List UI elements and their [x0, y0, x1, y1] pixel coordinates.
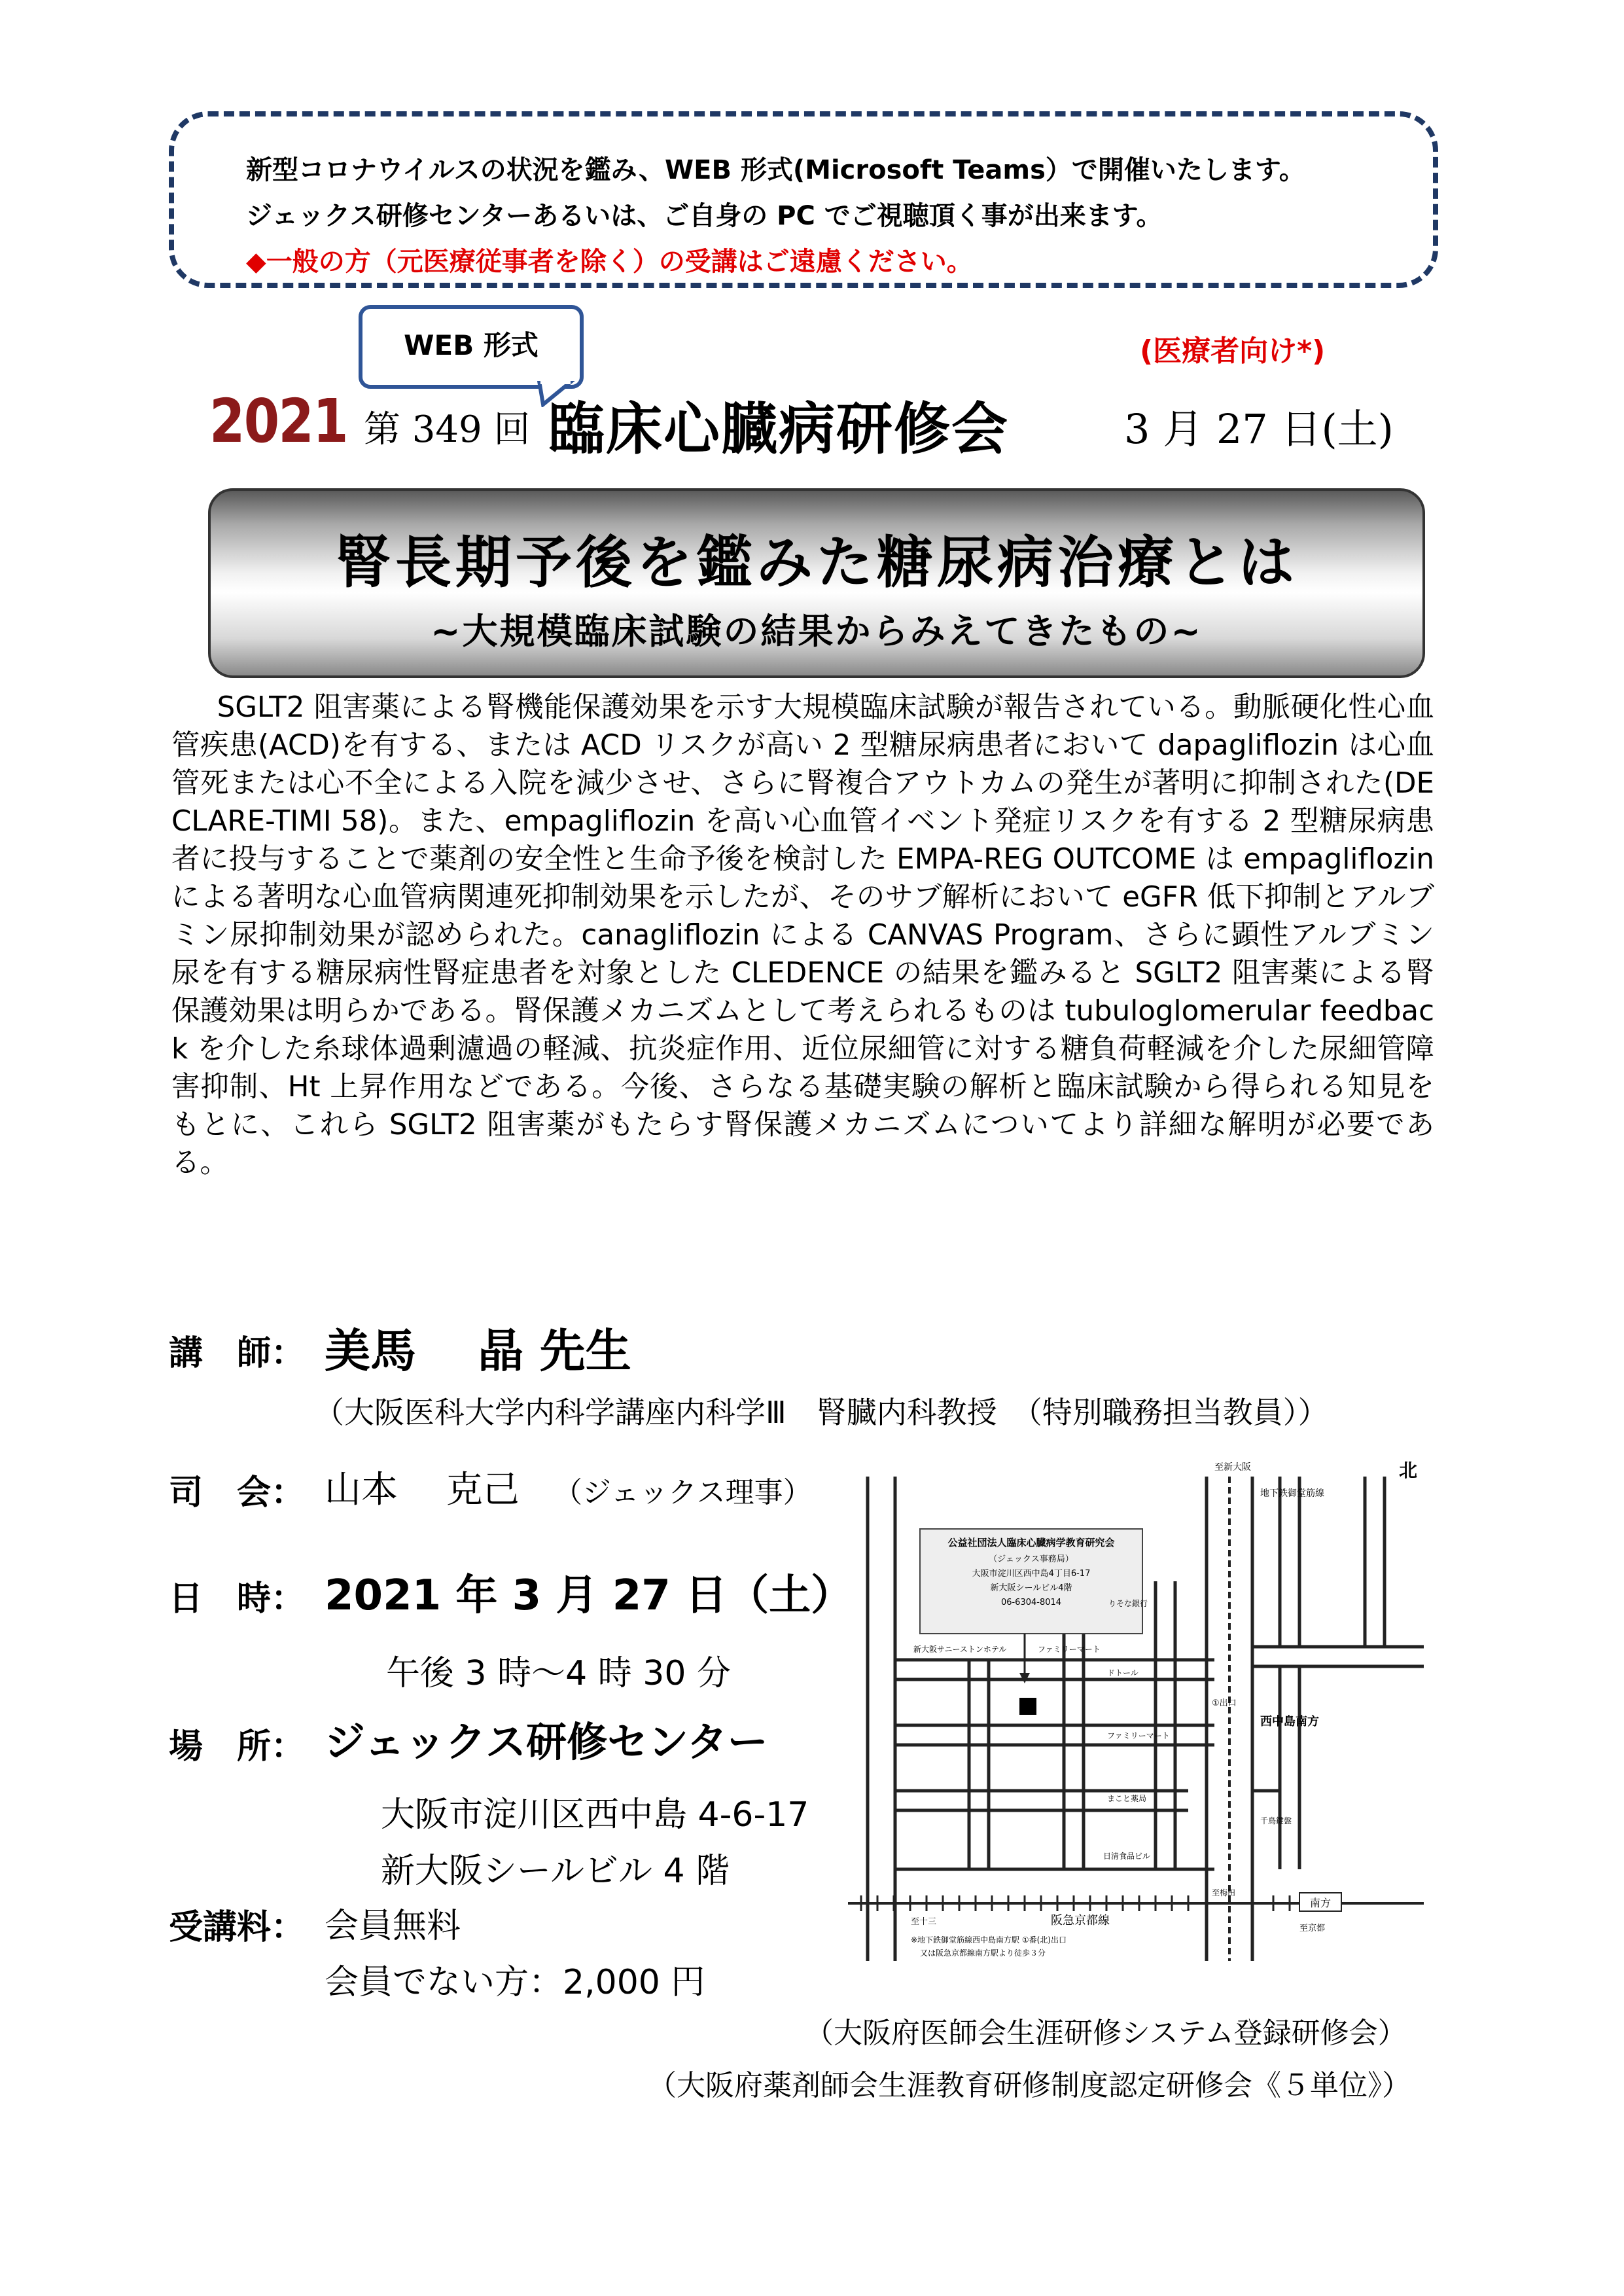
hankyu-label: 阪急京都線	[1051, 1914, 1110, 1928]
org-line-3: 大阪市淀川区西中島4丁目6-17	[972, 1569, 1091, 1579]
org-line-2: （ジェックス事務局）	[989, 1554, 1074, 1564]
web-format-badge: WEB 形式	[359, 305, 584, 389]
umeda-label: 至梅田	[1212, 1888, 1236, 1897]
year: 2021	[209, 386, 347, 456]
org-line-1: 公益社団法人臨床心臓病学教育研究会	[947, 1537, 1115, 1549]
chair-role: （ジェックス理事）	[554, 1476, 812, 1509]
datetime-label: 日 時：	[169, 1579, 306, 1619]
minamikata-label: 南方	[1309, 1897, 1332, 1909]
lecturer-name: 美馬 晶 先生	[325, 1324, 631, 1378]
lecturer-affiliation: （大阪医科大学内科学講座内科学Ⅲ 腎臓内科教授 （特別職務担当教員））	[314, 1395, 1328, 1430]
time-value: 午後 3 時～4 時 30 分	[386, 1654, 731, 1693]
session-number: 第 349 回	[364, 408, 531, 451]
lecture-title: 腎長期予後を鑑みた糖尿病治療とは	[335, 530, 1298, 596]
chair-label: 司 会：	[169, 1473, 306, 1513]
place-label: 場 所：	[169, 1727, 306, 1767]
station-label: 西中島南方	[1260, 1715, 1319, 1729]
doutor-label: ドトール	[1107, 1668, 1139, 1677]
conference-title: 臨床心臓病研修会	[548, 397, 1009, 462]
subway-line-label: 地下鉄御堂筋線	[1260, 1488, 1324, 1499]
north-label: 北	[1398, 1460, 1417, 1481]
kyoto-label: 至京都	[1299, 1924, 1326, 1933]
header-date: 3 月 27 日(土)	[1124, 405, 1394, 453]
resona-label: りそな銀行	[1108, 1599, 1148, 1608]
map-note-2: 又は阪急京都線南方駅より徒歩３分	[920, 1948, 1046, 1958]
address-line-2: 新大阪シールビル 4 階	[381, 1852, 730, 1891]
fee-label: 受講料：	[169, 1908, 306, 1947]
lecture-subtitle: ~大規模臨床試験の結果からみえてきたもの~	[431, 611, 1203, 652]
senju-label: 千鳥鍵盤	[1260, 1816, 1292, 1825]
family-mart-label-1: ファミリーマート	[1038, 1645, 1101, 1654]
org-line-5: 06-6304-8014	[1000, 1598, 1062, 1607]
juso-label: 至十三	[911, 1917, 937, 1927]
lecturer-label: 講 師：	[169, 1334, 306, 1373]
venue-marker	[1019, 1698, 1036, 1715]
access-map	[848, 1450, 1437, 1974]
notice-box	[169, 111, 1438, 288]
place-value: ジェックス研修センター	[325, 1718, 768, 1766]
target-audience: (医療者向け*)	[1140, 334, 1326, 368]
datetime-value: 2021 年 3 月 27 日（土）	[325, 1571, 853, 1620]
abstract-text: SGLT2 阻害薬による腎機能保護効果を示す大規模臨床試験が報告されている。動脈硬化性心血管疾患(ACD)を有する、または ACD リスクが高い 2 型糖尿病患者において dapagliflozin は心血管死または心不全による入院を減少させ、さらに腎複合アウトカムの発生が著明に抑制された(DECLARE-TIMI 58)。また、empagliflozin を高い心血管イベント発症リスクを有する 2 型糖尿病患者に投与することで薬剤の安全性と生命予後を検討した EMPA-REG OUTCOME は empagliflozin による著明な心血管病関連死抑制効果を示したが、そのサブ解析において eGFR 低下抑制とアルブミン尿抑制効果が認められた。canagliflozin による CANVAS Program、さらに顕性アルブミン尿を有する糖尿病性腎症患者を対象とした CLEDENCE の結果を鑑みると SGLT2 阻害薬による腎保護効果は明らかである。腎保護メカニズムとして考えられるものは tubuloglomerular feedback を介した糸球体過剰濾過の軽減、抗炎症作用、近位尿細管に対する糖負荷軽減を介した尿細管障害抑制、Ht 上昇作用などである。今後、さらなる基礎実験の解析と臨床試験から得られる知見をもとに、これら SGLT2 阻害薬がもたらす腎保護メカニズムについてより詳細な解明が必要である。	[171, 691, 1434, 1179]
org-line-4: 新大阪シールビル4階	[990, 1583, 1072, 1593]
fee-members: 会員無料	[325, 1907, 461, 1946]
credit-line-1: （大阪府医師会生涯研修システム登録研修会）	[805, 2017, 1407, 2050]
title-banner	[208, 488, 1425, 678]
hotel-label: 新大阪サニーストンホテル	[913, 1645, 1007, 1654]
family-mart-label-2: ファミリーマート	[1107, 1731, 1170, 1740]
notice-line-1: 新型コロナウイルスの状況を鑑み、WEB 形式(Microsoft Teams）で開催いたします。	[246, 155, 1305, 185]
credit-line-2: （大阪府薬剤師会生涯教育研修制度認定研修会《５単位》）	[648, 2069, 1411, 2102]
nissin-label: 日清食品ビル	[1103, 1852, 1151, 1861]
makoto-label: まこと薬局	[1107, 1794, 1147, 1803]
chair-name: 山本 克己	[325, 1469, 520, 1511]
fee-non-members: 会員でない方：2,000 円	[325, 1963, 705, 2002]
exit-label: ①出口	[1212, 1698, 1237, 1708]
shin-osaka-label: 至新大阪	[1214, 1462, 1251, 1473]
map-note-1: ※地下鉄御堂筋線西中島南方駅 ①番(北)出口	[911, 1935, 1067, 1945]
notice-line-3: ◆一般の方（元医療従事者を除く）の受講はご遠慮ください。	[246, 247, 973, 277]
notice-line-2: ジェックス研修センターあるいは、ご自身の PC でご視聴頂く事が出来ます。	[246, 201, 1163, 231]
address-line-1: 大阪市淀川区西中島 4-6-17	[381, 1795, 809, 1835]
